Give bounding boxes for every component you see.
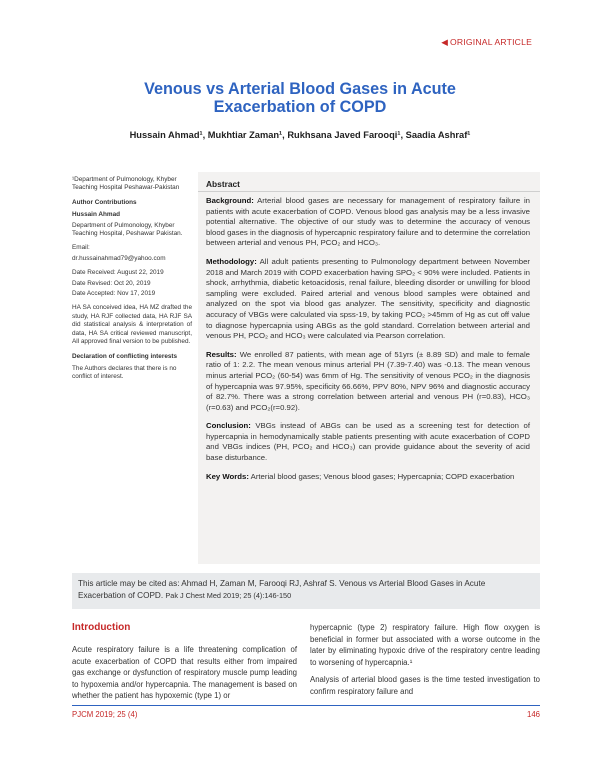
abstract-conclusion: Conclusion: VBGs instead of ABGs can be used as a screening test for detection of hypercapnia in hemodynamically stable patients presenting with acute exacerbation of COPD and VBGs indices (PH, PCO₂ and HCO₃) can provide guidance about the severity of acid base disturbance.: [206, 421, 530, 463]
correspondence-name: Hussain Ahmad: [72, 211, 121, 219]
sidebar: [72, 176, 192, 388]
abstract-methodology: Methodology: All adult patients presenting to Pulmonology department between November 2018 and March 2019 with COPD exacerbation having SPO₂ < 90% were included. Patients in shock, arrhythmia, diabetic ketoacidosis, renal failure, bleeding disorder or unwilling for blood sampling were excluded. Paired arterial and venous blood samples were obtained and analyzed on the spot via blood gas analyzer. The sensitivity, specificity and diagnostic accuracy of VBGs were calculated via spss-19, by taking PCO₂ >45mm of Hg as cut off value to diagnose hypercapnia using ABGs as the gold standard. Correlation between arterial and venous PH, PCO₂ and HCO₃ were calculated via Pearson correlation.: [206, 256, 530, 341]
conflict-heading: Declaration of conflicting interests: [72, 352, 178, 360]
citation-box: This article may be cited as: Ahmad H, Zaman M, Farooqi RJ, Ashraf S. Venous vs Arterial Blood Gases in Acute Exacerbation of COPD. Pak J Chest Med 2019; 25 (4):146-150: [72, 573, 540, 609]
date-received: Date Received: August 22, 2019: [72, 269, 164, 277]
intro-heading: Introduction: [72, 622, 131, 633]
author-list: Hussain Ahmad¹, Mukhtiar Zaman¹, Rukhsana Javed Farooqi¹, Saadia Ashraf¹: [129, 130, 471, 140]
email-label: Email:: [72, 244, 90, 252]
caret-left-icon: ◀: [441, 37, 448, 47]
footer-journal: PJCM 2019; 25 (4): [72, 710, 138, 719]
conflict-text: The Authors declares that there is no conflict of interest.: [72, 364, 177, 381]
contributions-heading: Author Contributions: [72, 198, 137, 206]
abstract-divider: [198, 191, 540, 192]
abstract-heading: Abstract: [206, 179, 240, 189]
date-accepted: Date Accepted: Nov 17, 2019: [72, 290, 156, 298]
page-number: 146: [526, 710, 540, 719]
intro-left-column: Acute respiratory failure is a life threatening complication of acute exacerbation of COPD that results either from impaired gas exchange or dysfunction of respiratory muscle pump leading to hypoxemia and/or hypercapnia. The management is based on whether the patient has hypoxemic (type 1) or: [72, 645, 297, 700]
abstract-background: Background: Arterial blood gases are necessary for management of respiratory failure in patients with acute exacerbation of COPD. Venous blood gas analysis may be a less invasive potential alternative. The objective of our study was to determine the accuracy of venous blood gases in the diagnosis of hypercapnic respiratory failure and to determine the correlation between arterial and venous PH, PCO₂ and HCO₃.: [206, 196, 530, 248]
email-link[interactable]: dr.hussainahmad79@yahoo.com: [72, 254, 166, 262]
abstract-results: Results: We enrolled 87 patients, with mean age of 51yrs (± 8.89 SD) and male to female ratio of 1: 2.2. The mean venous minus arterial PH (7.39-7.40) was -0.13. The mean venous minus arterial PCO₂ (60-54) was 6mm of Hg. The sensitivity of venous PCO₂ in the diagnosis of hypercapnia was 97.95%, specificity 66.66%, PPV 80%, NPV 96% and diagnostic accuracy of 82.7%. There was a strong correlation between arterial and venous PH (r=0.83), HCO₃ (r=0.63) and PCO₂(r=0.92).: [206, 349, 530, 412]
correspondence-address: Department of Pulmonology, Khyber Teaching Hospital, Peshawar Pakistan.: [72, 221, 183, 238]
footer-divider: [72, 705, 540, 706]
abstract-body: [206, 196, 530, 490]
affiliation: ¹Department of Pulmonology, Khyber Teaching Hospital Peshawar-Pakistan: [72, 176, 180, 192]
article-title: Venous vs Arterial Blood Gases in Acute Exacerbation of COPD: [144, 80, 456, 116]
intro-right-column: hypercapnic (type 2) respiratory failure. High flow oxygen is beneficial in former but associated with a worse outcome in the later by eliminating hypoxic drive of the respiratory centre leading to worsening of hypercapnia.¹ Analysis of arterial blood gases is the time tested investigation to confirm respiratory failure and: [310, 623, 540, 696]
contributions-text: HA SA conceived idea, HA MZ drafted the study, HA RJF collected data, HA RJF SA did statistical analysis & interpretation of data, HA SA critical reviewed manuscript, All approved final version to be published.: [72, 304, 192, 346]
abstract-box: [198, 172, 540, 564]
abstract-keywords: Key Words: Arterial blood gases; Venous blood gases; Hypercapnia; COPD exacerbation: [206, 471, 515, 481]
section-label: ◀ ORIGINAL ARTICLE: [441, 37, 532, 47]
date-revised: Date Revised: Oct 20, 2019: [72, 279, 151, 287]
